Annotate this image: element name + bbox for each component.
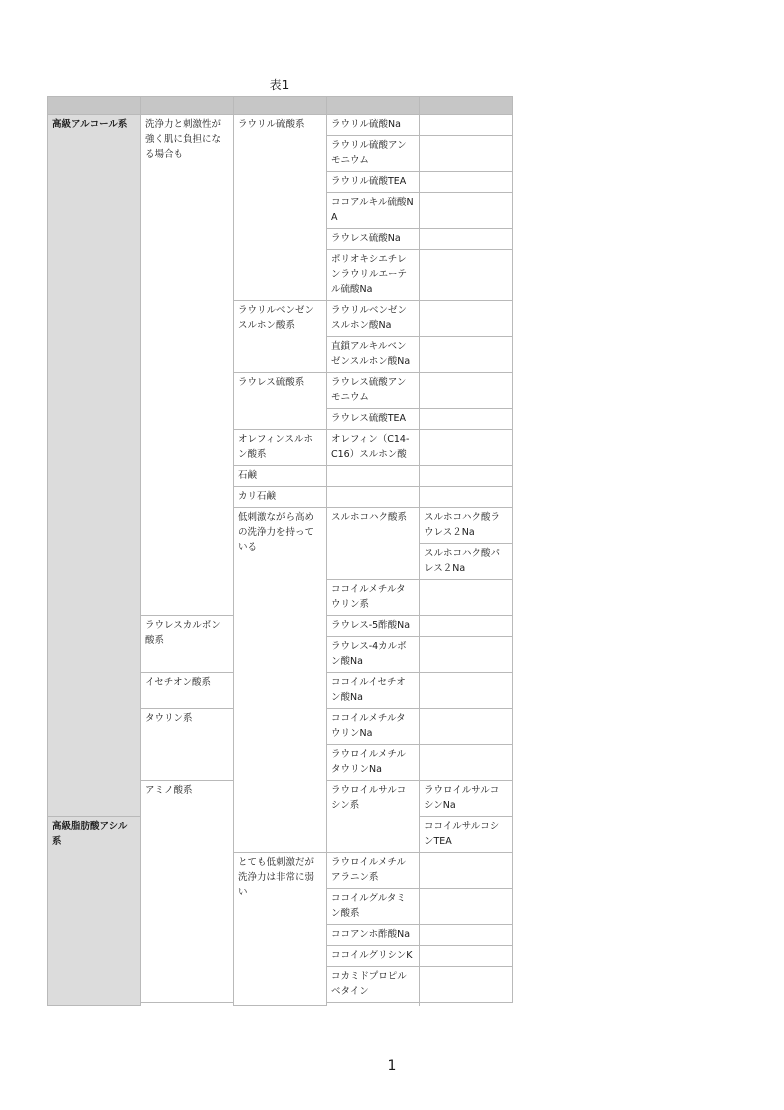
- ingredient-cell: ラウレス-4カルボン酸Na: [327, 637, 420, 673]
- ingredient-cell: ココアンホ酢酸Na: [327, 925, 420, 946]
- sub-ingredient-cell: [420, 967, 513, 1003]
- ingredient-cell: ラウレス硫酸TEA: [327, 409, 420, 430]
- group-cell: ココイルメチルタウリン系: [327, 580, 420, 616]
- sub-ingredient-cell: [420, 925, 513, 946]
- group-cell: タウリン系: [141, 709, 234, 781]
- ingredient-cell: ポリオキシエチレンラウリルエーテル硫酸Na: [327, 250, 420, 301]
- ingredient-cell: ラウレス硫酸Na: [327, 229, 420, 250]
- sub-ingredient-cell: [420, 373, 513, 409]
- sub-ingredient-cell: [420, 889, 513, 925]
- ingredient-cell: 直鎖アルキルベンゼンスルホン酸Na: [327, 337, 420, 373]
- ingredient-cell: コカミドプロピルベタイン: [327, 967, 420, 1003]
- header-cell: [48, 97, 141, 115]
- table-title: 表1: [269, 78, 290, 92]
- ingredient-cell: ラウリルベンゼンスルホン酸Na: [327, 301, 420, 337]
- ingredient-cell: ラウロイルメチルタウリンNa: [327, 745, 420, 781]
- sub-ingredient-cell: [420, 637, 513, 673]
- sub-ingredient-cell: [420, 487, 513, 508]
- ingredient-cell: スルホコハク酸ラウレス２Na: [420, 508, 513, 544]
- sub-ingredient-cell: [420, 853, 513, 889]
- sub-ingredient-cell: [420, 337, 513, 373]
- sub-ingredient-cell: [420, 745, 513, 781]
- ingredient-cell: ココイルメチルタウリンNa: [327, 709, 420, 745]
- page-number: 1: [387, 1058, 397, 1074]
- sub-ingredient-cell: [420, 616, 513, 637]
- group-cell: スルホコハク酸系: [327, 508, 420, 580]
- group-cell: ラウレス硫酸系: [234, 373, 327, 430]
- sub-ingredient-cell: [420, 115, 513, 136]
- ingredient-cell: ラウロイルメチルアラニン系: [327, 853, 420, 889]
- header-cell: [141, 97, 234, 115]
- ingredient-cell: [327, 466, 420, 487]
- sub-ingredient-cell: [420, 673, 513, 709]
- group-cell: カリ石鹸: [234, 487, 327, 508]
- sub-ingredient-cell: [420, 301, 513, 337]
- table-header-row: [48, 97, 513, 115]
- property-cell: 低刺激ながら高めの洗浄力を持っている: [234, 508, 327, 853]
- ingredient-cell: ラウリル硫酸TEA: [327, 172, 420, 193]
- surfactant-table: [47, 96, 513, 1006]
- table-row: [48, 115, 513, 136]
- sub-ingredient-cell: [420, 709, 513, 745]
- sub-ingredient-cell: ココイルサルコシンTEA: [420, 817, 513, 853]
- ingredient-cell: ラウロイルサルコシン系: [327, 781, 420, 853]
- group-cell: オレフィンスルホン酸系: [234, 430, 327, 466]
- sub-ingredient-cell: ラウロイルサルコシンNa: [420, 781, 513, 817]
- sub-ingredient-cell: [420, 430, 513, 466]
- category-cell: 高級アルコール系: [48, 115, 141, 817]
- header-cell: [327, 97, 420, 115]
- header-cell: [234, 97, 327, 115]
- ingredient-cell: ラウレス硫酸アンモニウム: [327, 373, 420, 409]
- property-cell: とても低刺激だが洗浄力は非常に弱い: [234, 853, 327, 1006]
- group-cell: ラウリルベンゼンスルホン酸系: [234, 301, 327, 373]
- ingredient-cell: [420, 580, 513, 616]
- ingredient-cell: ココイルグルタミン酸系: [327, 889, 420, 925]
- sub-ingredient-cell: [420, 136, 513, 172]
- category-cell: 高級脂肪酸アシル系: [48, 817, 141, 1006]
- group-cell: 石鹸: [234, 466, 327, 487]
- group-cell: アミノ酸系: [141, 781, 234, 1003]
- ingredient-cell: [327, 487, 420, 508]
- ingredient-cell: [141, 1003, 234, 1006]
- group-cell: イセチオン酸系: [141, 673, 234, 709]
- ingredient-cell: ラウレス-5酢酸Na: [327, 616, 420, 637]
- header-cell: [420, 97, 513, 115]
- sub-ingredient-cell: [420, 229, 513, 250]
- ingredient-cell: ラウリル硫酸アンモニウム: [327, 136, 420, 172]
- ingredient-cell: ココアルキル硫酸NA: [327, 193, 420, 229]
- sub-ingredient-cell: [420, 250, 513, 301]
- sub-ingredient-cell: [420, 466, 513, 487]
- sub-ingredient-cell: [420, 193, 513, 229]
- ingredient-cell: オレフィン（C14-C16）スルホン酸: [327, 430, 420, 466]
- ingredient-cell: ココイルイセチオン酸Na: [327, 673, 420, 709]
- property-cell: 洗浄力と刺激性が強く肌に負担になる場合も: [141, 115, 234, 616]
- sub-ingredient-cell: [420, 172, 513, 193]
- ingredient-cell: ココイルグリシンK: [327, 946, 420, 967]
- sub-ingredient-cell: [327, 1003, 420, 1006]
- sub-ingredient-cell: [420, 409, 513, 430]
- group-cell: ラウレスカルボン酸系: [141, 616, 234, 673]
- ingredient-cell: ラウリル硫酸Na: [327, 115, 420, 136]
- group-cell: ラウリル硫酸系: [234, 115, 327, 301]
- sub-ingredient-cell: [420, 946, 513, 967]
- ingredient-cell: スルホコハク酸パレス２Na: [420, 544, 513, 580]
